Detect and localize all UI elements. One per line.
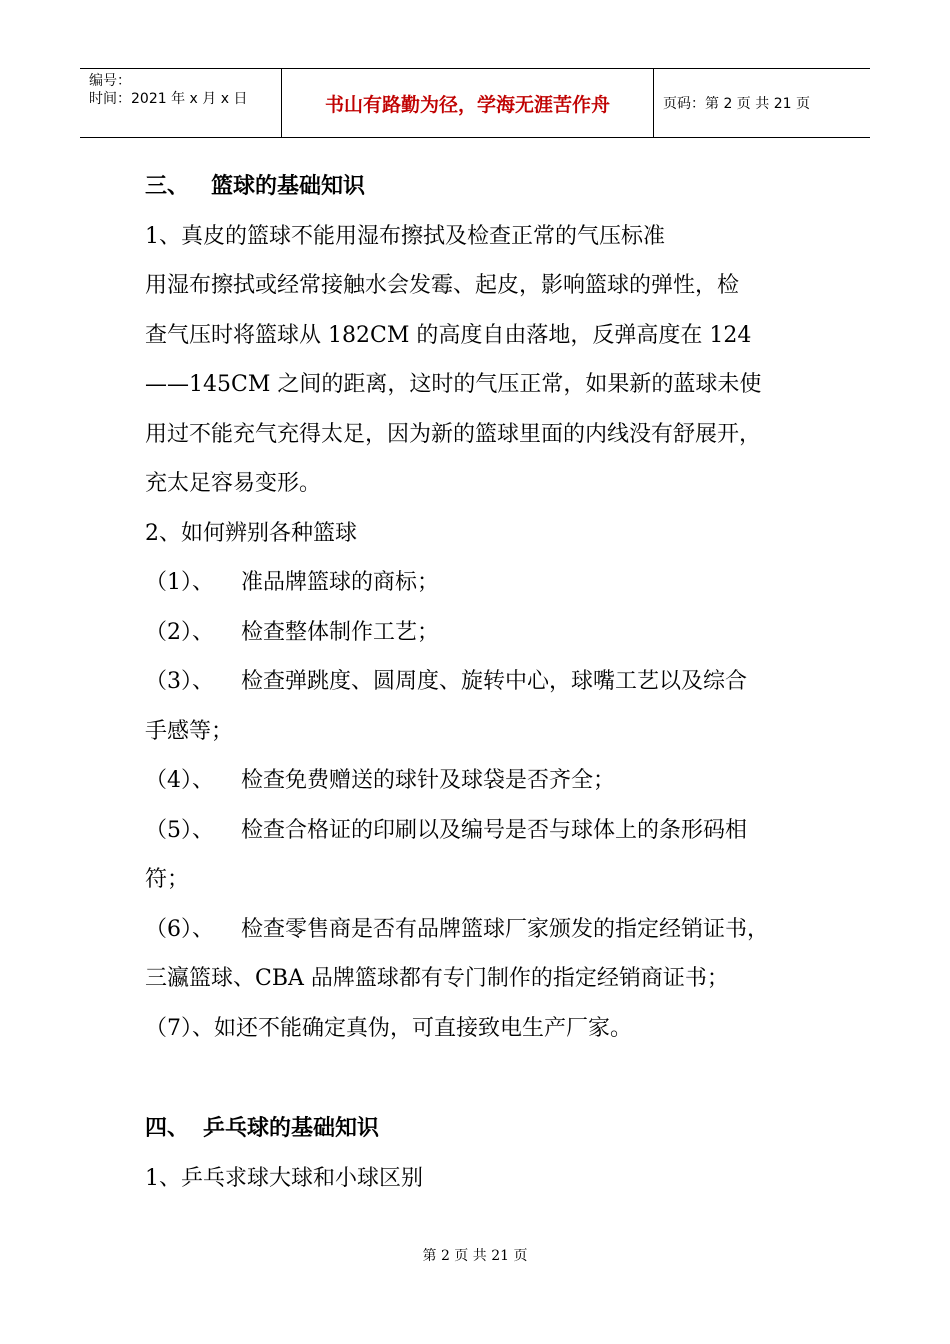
blank-line xyxy=(145,1053,835,1104)
list-item-label: （1）、 xyxy=(145,570,214,595)
section-heading-basketball xyxy=(145,162,835,212)
header-page-info: 页码：第 2 页 共 21 页 xyxy=(663,96,810,112)
list-item-label: （3）、 xyxy=(145,669,214,694)
list-item xyxy=(145,657,835,707)
list-item xyxy=(145,806,835,856)
document-body xyxy=(145,162,835,1203)
list-item-continuation: 手感等； xyxy=(145,718,234,744)
header-meta xyxy=(80,69,282,137)
paragraph-line: 用湿布擦拭或经常接触水会发霉、起皮，影响篮球的弹性，检 xyxy=(145,273,740,298)
list-item xyxy=(145,558,835,608)
list-item: （7）、如还不能确定真伪，可直接致电生产厂家。 xyxy=(145,1015,632,1041)
list-item-continuation: 三瀛篮球、CBA 品牌篮球都有专门制作的指定经销商证书； xyxy=(145,966,729,991)
paragraph-line: ——145CM 之间的距离，这时的气压正常，如果新的蓝球未使 xyxy=(145,372,762,397)
page-footer: 第 2 页 共 21 页 xyxy=(422,1248,528,1264)
list-item xyxy=(145,756,835,806)
list-item-label: （6）、 xyxy=(145,916,214,942)
list-item-text: 检查零售商是否有品牌篮球厂家颁发的指定经销证书， xyxy=(241,916,770,942)
list-item-label: （4）、 xyxy=(145,768,214,793)
list-item-text: 检查弹跳度、圆周度、旋转中心，球嘴工艺以及综合 xyxy=(241,669,748,694)
question-heading: 1、乒乓求球大球和小球区别 xyxy=(145,1165,423,1191)
section-title: 乒乓球的基础知识 xyxy=(203,1115,380,1141)
section-number: 四、 xyxy=(145,1115,190,1141)
list-item-text: 检查合格证的印刷以及编号是否与球体上的条形码相 xyxy=(241,817,748,843)
question-heading: 2、如何辨别各种篮球 xyxy=(145,520,357,546)
question-heading: 1、真皮的篮球不能用湿布擦拭及检查正常的气压标准 xyxy=(145,223,665,249)
serial-number-label: 编号： xyxy=(89,73,131,89)
header-motto: 书山有路勤为径，学海无涯苦作舟 xyxy=(282,69,654,137)
section-title: 篮球的基础知识 xyxy=(211,173,366,199)
list-item xyxy=(145,608,835,658)
paragraph-line: 用过不能充气充得太足，因为新的篮球里面的内线没有舒展开， xyxy=(145,421,762,447)
list-item-text: 检查整体制作工艺； xyxy=(241,619,440,645)
section-heading-table-tennis xyxy=(145,1104,835,1154)
list-item-label: （5）、 xyxy=(145,817,214,843)
section-number: 三、 xyxy=(145,173,190,199)
list-item-continuation: 符； xyxy=(145,867,190,892)
date-line: 时间：2021 年 x 月 x 日 xyxy=(89,91,248,107)
paragraph-line: 充太足容易变形。 xyxy=(145,471,322,496)
list-item-text: 准品牌篮球的商标； xyxy=(241,570,440,595)
document-header xyxy=(80,68,870,138)
list-item-label: （2）、 xyxy=(145,619,214,645)
list-item-text: 检查免费赠送的球针及球袋是否齐全； xyxy=(241,768,616,793)
paragraph-line: 查气压时将篮球从 182CM 的高度自由落地，反弹高度在 124 xyxy=(145,322,752,348)
list-item xyxy=(145,905,835,955)
